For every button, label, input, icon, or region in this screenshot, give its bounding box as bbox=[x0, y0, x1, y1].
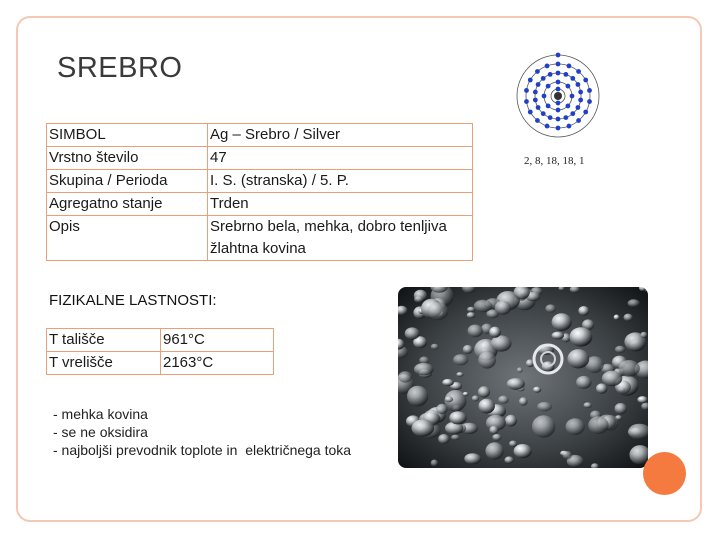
electron bbox=[546, 84, 551, 89]
electron bbox=[533, 90, 538, 95]
electron bbox=[583, 110, 588, 115]
electron bbox=[536, 105, 541, 110]
property-value: 47 bbox=[208, 147, 473, 170]
electron bbox=[583, 78, 588, 83]
physical-label: T vrelišče bbox=[47, 352, 161, 375]
electron-configuration: 2, 8, 18, 18, 1 bbox=[524, 155, 585, 167]
list-item: - se ne oksidira bbox=[53, 424, 148, 440]
electron bbox=[533, 98, 538, 103]
property-label: Agregatno stanje bbox=[47, 193, 208, 216]
physical-label: T tališče bbox=[47, 329, 161, 352]
electron bbox=[556, 117, 561, 122]
table-row bbox=[47, 124, 473, 147]
electron bbox=[528, 78, 533, 83]
electron bbox=[556, 80, 561, 85]
electron bbox=[556, 101, 561, 106]
electron bbox=[545, 124, 550, 129]
physical-value: 961°C bbox=[161, 329, 274, 352]
electron bbox=[556, 53, 561, 58]
electron bbox=[535, 118, 540, 123]
table-row bbox=[47, 352, 274, 375]
electron bbox=[548, 115, 553, 120]
property-value: Ag – Srebro / Silver bbox=[208, 124, 473, 147]
electron bbox=[576, 82, 581, 87]
electron bbox=[570, 76, 575, 81]
electron bbox=[566, 104, 571, 109]
physical-value: 2163°C bbox=[161, 352, 274, 375]
list-item: - najboljši prevodnik toplote in električnega toka bbox=[53, 442, 352, 458]
electron bbox=[556, 87, 561, 92]
electron bbox=[566, 84, 571, 89]
physical-heading: FIZIKALNE LASTNOSTI: bbox=[49, 292, 217, 309]
electron bbox=[546, 104, 551, 109]
electron bbox=[536, 82, 541, 87]
electron bbox=[578, 90, 583, 95]
slide-title: SREBRO bbox=[57, 52, 183, 84]
electron bbox=[545, 64, 550, 69]
electron bbox=[548, 72, 553, 77]
property-value: I. S. (stranska) / 5. P. bbox=[208, 170, 473, 193]
electron bbox=[567, 124, 572, 129]
electron bbox=[587, 99, 592, 104]
electron bbox=[556, 108, 561, 113]
property-label: Skupina / Perioda bbox=[47, 170, 208, 193]
table-row bbox=[47, 216, 473, 261]
property-label: Opis bbox=[47, 216, 208, 261]
electron bbox=[576, 118, 581, 123]
electron bbox=[570, 111, 575, 116]
property-label: SIMBOL bbox=[47, 124, 208, 147]
electron bbox=[563, 72, 568, 77]
electron bbox=[567, 64, 572, 69]
accent-circle bbox=[643, 452, 686, 495]
property-label: Vrstno število bbox=[47, 147, 208, 170]
table-row bbox=[47, 193, 473, 216]
electron bbox=[578, 98, 583, 103]
electron bbox=[542, 94, 547, 99]
electron bbox=[541, 76, 546, 81]
electron bbox=[541, 111, 546, 116]
atom-diagram bbox=[514, 52, 602, 140]
electron bbox=[587, 88, 592, 93]
electron bbox=[528, 110, 533, 115]
table-row bbox=[47, 329, 274, 352]
electron bbox=[570, 94, 575, 99]
notes-list bbox=[53, 405, 351, 459]
table-row bbox=[47, 170, 473, 193]
electron bbox=[556, 126, 561, 131]
property-value: Trden bbox=[208, 193, 473, 216]
property-value: Srebrno bela, mehka, dobro tenljiva žlahtna kovina bbox=[208, 216, 473, 261]
electron bbox=[576, 105, 581, 110]
electron bbox=[556, 62, 561, 67]
list-item: - mehka kovina bbox=[53, 406, 148, 422]
electron bbox=[524, 99, 529, 104]
properties-table bbox=[46, 123, 473, 261]
electron bbox=[556, 71, 561, 76]
nucleus bbox=[554, 92, 562, 100]
electron bbox=[535, 69, 540, 74]
silver-crystals-image bbox=[398, 287, 648, 468]
electron bbox=[524, 88, 529, 93]
electron bbox=[576, 69, 581, 74]
table-row bbox=[47, 147, 473, 170]
electron bbox=[563, 115, 568, 120]
physical-table bbox=[46, 328, 274, 375]
